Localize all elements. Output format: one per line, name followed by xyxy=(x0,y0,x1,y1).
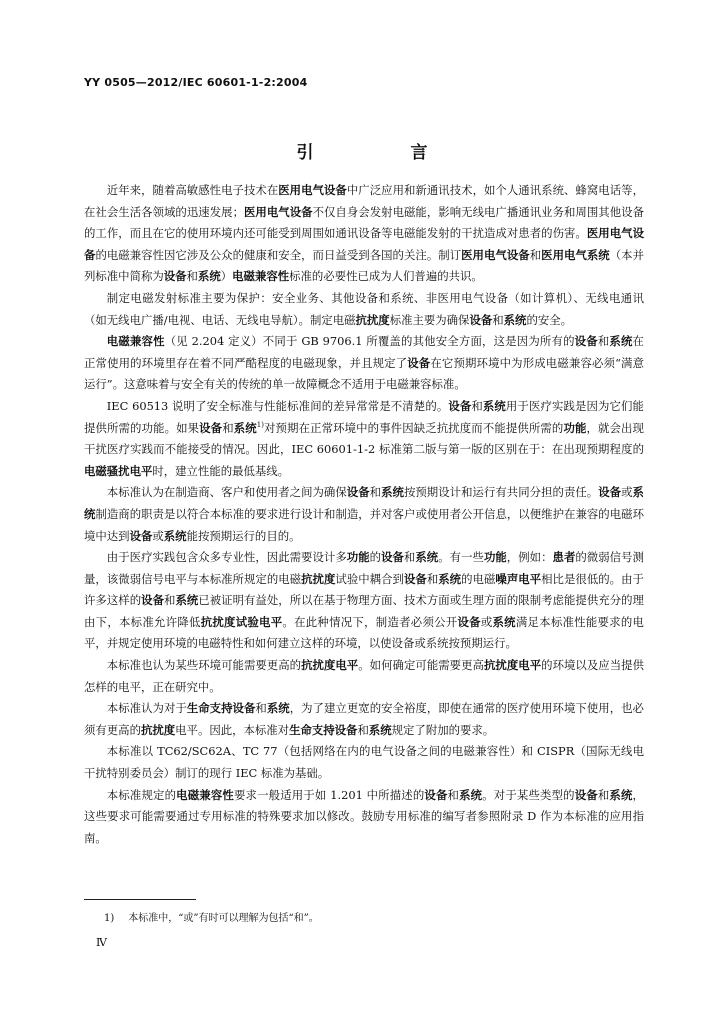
text-run: 在它预期环境中为形成电磁兼容必须“满意运行”。这意味着与安全有关的传统的单一故障概念不适用于电磁兼容标准。 xyxy=(84,355,644,392)
bold-term: 设备 xyxy=(403,571,427,586)
text-run: 本标准也认为某些环境可能需要更高的 xyxy=(106,658,302,673)
bold-term: 系统 xyxy=(482,398,506,413)
text-run: ，就会出现干扰医疗实践而不能接受的情况。因此，IEC 60601-1-2 标准第二版与第一版的区别在于：在出现预期程度的 xyxy=(84,420,644,457)
bold-term: 设备 xyxy=(574,334,598,349)
text-run: 和 xyxy=(186,269,198,284)
bold-term: 系统 xyxy=(368,722,392,737)
bold-term: 抗扰度 xyxy=(140,722,176,737)
text-run: 标准主要为确保 xyxy=(389,312,470,327)
bold-term: 系统 xyxy=(266,701,290,716)
bold-term: 电磁兼容性 xyxy=(176,787,234,802)
paragraph xyxy=(84,180,644,288)
text-run: 或 xyxy=(621,485,633,500)
text-run: 试验中耦合到 xyxy=(335,571,404,586)
text-run: 本标准认为对于 xyxy=(106,701,187,716)
text-run: 或 xyxy=(152,528,164,543)
text-run: 在正常使用的环境里存在着不同严酷程度的电磁现象，并且规定了 xyxy=(84,334,644,370)
text-run: 满足本标准性能要求的电平，并规定使用环境的电磁特性和如何建立这样的环境，以使设备或系统按预期运行。 xyxy=(84,614,644,651)
bold-term: 抗扰度 xyxy=(355,312,390,327)
text-run: 。在此种情况下，制造者必须公开 xyxy=(282,614,458,629)
bold-term: 抗扰度试验电平 xyxy=(200,614,283,629)
bold-term: 生命支持设备 xyxy=(186,701,256,716)
bold-term: 生命支持设备 xyxy=(289,722,358,737)
bold-term: 系统 xyxy=(609,787,633,802)
text-run: 制定电磁发射标准主要为保护：安全业务、其他设备和系统、非医用电气设备（如计算机）、无线电通讯（如无线电广播/电视、电话、无线电导航）。制定电磁 xyxy=(84,290,644,327)
text-run: ，例如： xyxy=(506,550,553,565)
bold-term: 医用电气设备 xyxy=(278,183,347,197)
text-run: 的微弱信号测量，该微弱信号电平与本标准所规定的电磁 xyxy=(84,550,644,586)
bold-term: 医用电气设备 xyxy=(84,226,644,262)
text-run: 和 xyxy=(426,571,439,586)
bold-term: 设备 xyxy=(469,312,493,327)
bold-term: 系统 xyxy=(459,787,483,802)
text-run: 制造商的职责是以符合本标准的要求进行设计和制造，并对客户或使用者公开信息，以便维护在兼容的电磁环境中达到 xyxy=(84,506,644,543)
text-run: 和 xyxy=(447,787,460,802)
text-run: 和 xyxy=(357,722,369,737)
bold-term: 设备 xyxy=(598,485,622,500)
text-run: 本标准规定的 xyxy=(106,787,177,802)
text-run: 的电磁兼容性因它涉及公众的健康和安全，而日益受到各国的关注。制订 xyxy=(95,247,462,262)
bold-term: 设备 xyxy=(163,269,187,284)
bold-term: 设备 xyxy=(424,787,448,802)
paragraph xyxy=(84,547,644,655)
text-run: 和 xyxy=(222,420,234,435)
text-run: IEC 60513 说明了安全标准与性能标准间的差异常常是不清楚的。 xyxy=(106,398,449,413)
text-run: 按预期设计和运行有共同分担的责任。 xyxy=(403,485,599,500)
bold-term: 系统 xyxy=(415,550,439,565)
bold-term: 电磁兼容性 xyxy=(232,269,290,284)
bold-term: 设备 xyxy=(574,787,598,802)
text-run: 对预期在正常环境中的事件因缺乏抗扰度而不能提供所需的 xyxy=(263,420,564,435)
bold-term: 设备 xyxy=(381,550,404,565)
text-run: 和 xyxy=(471,398,483,413)
text-run: 的安全。 xyxy=(526,312,573,327)
bold-term: 抗扰度电平 xyxy=(483,658,542,673)
text-run: 用于医疗实践是因为它们能提供所需的功能。如果 xyxy=(84,398,644,435)
bold-term: 抗扰度电平 xyxy=(301,658,359,673)
bold-term: 功能 xyxy=(483,550,507,565)
bold-term: 设备 xyxy=(129,528,153,543)
text-run: 和 xyxy=(492,312,504,327)
introduction-body xyxy=(84,180,644,849)
bold-term: 设备 xyxy=(407,355,431,370)
text-run: 要求一般适用于如 1.201 中所描述的 xyxy=(233,787,425,802)
bold-term: 系统 xyxy=(84,485,644,521)
page-title: 引 言 xyxy=(296,143,468,163)
text-run: 不仅自身会发射电磁能，影响无线电广播通讯业务和周围其他设备的工作，而且在它的使用环境内还可能受到周围如通讯设备等电磁能发射的干扰造成对患者的伤害。 xyxy=(84,204,644,241)
paragraph xyxy=(84,698,644,741)
text-run: 的电磁 xyxy=(461,571,496,586)
paragraph xyxy=(84,785,644,850)
bold-term: 系统 xyxy=(233,420,257,435)
text-run: 本标准认为在制造商、客户和使用者之间为确保 xyxy=(106,485,347,500)
text-run: 标准的必要性已成为人们普遍的共识。 xyxy=(289,269,483,284)
text-run: 已被证明有益处，所以在基于物理方面、技术方面或生理方面的限制考虑能提供充分的理由下，本标准允许降低 xyxy=(84,593,644,629)
text-run: ） xyxy=(220,269,233,284)
bold-term: 医用电气系统 xyxy=(541,247,610,262)
text-run: 和 xyxy=(403,550,416,565)
bold-term: 功能 xyxy=(346,550,370,565)
text-run: 规定了附加的要求。 xyxy=(391,722,495,737)
footnote-reference: 1) xyxy=(256,420,264,429)
bold-term: 设备 xyxy=(448,398,472,413)
bold-term: 设备 xyxy=(457,614,481,629)
text-run: 近年来，随着高敏感性电子技术在 xyxy=(106,183,279,197)
text-run: 和 xyxy=(597,787,610,802)
paragraph xyxy=(84,741,644,784)
text-run: 本标准以 TC62/SC62A、TC 77（包括网络在内的电气设备之间的电磁兼容性）和 CISPR（国际无线电干扰特别委员会）制订的现行 IEC 标准为基础。 xyxy=(84,744,644,781)
page-number: Ⅳ xyxy=(96,936,107,949)
bold-term: 噪声电平 xyxy=(495,571,542,586)
text-run: 电平。因此，本标准对 xyxy=(175,722,290,737)
text-run: 能按预期运行的目的。 xyxy=(186,528,301,543)
footnote-mark: 1) xyxy=(104,913,115,924)
text-run: （见 2.204 定义）不同于 GB 9706.1 所覆盖的其他安全方面，这是因为所有的 xyxy=(164,334,575,349)
text-run: 和 xyxy=(529,247,542,262)
bold-term: 医用电气设备 xyxy=(461,247,530,262)
footnote xyxy=(104,909,319,924)
bold-term: 抗扰度 xyxy=(301,571,336,586)
footnote-divider xyxy=(84,899,196,900)
paragraph xyxy=(84,396,644,482)
bold-term: 患者 xyxy=(552,550,576,565)
bold-term: 设备 xyxy=(346,485,370,500)
text-run: 。对于某些类型的 xyxy=(482,787,575,802)
text-run: 时，建立性能的最低基线。 xyxy=(152,463,290,478)
bold-term: 系统 xyxy=(197,269,221,284)
bold-term: 系统 xyxy=(492,614,516,629)
text-run: （本并列标准中简称为 xyxy=(84,247,644,284)
footnote-text: 本标准中，“或”有时可以理解为包括“和”。 xyxy=(128,913,319,924)
text-run: 和 xyxy=(164,593,176,608)
bold-term: 电磁骚扰电平 xyxy=(84,463,153,478)
text-run: 中广泛应用和新通讯技术，如个人通讯系统、蜂窝电话等，在社会生活各领域的迅速发展； xyxy=(84,183,644,219)
bold-term: 功能 xyxy=(563,420,587,435)
text-run: 相比是很低的。由于许多这样的 xyxy=(84,571,644,608)
bold-term: 医用电气设备 xyxy=(243,204,313,219)
bold-term: 电磁兼容性 xyxy=(106,334,165,349)
text-run: 和 xyxy=(369,485,382,500)
bold-term: 系统 xyxy=(175,593,199,608)
bold-term: 系统 xyxy=(503,312,527,327)
text-run: 的 xyxy=(369,550,382,565)
text-run: ，这些要求可能需要通过专用标准的特殊要求加以修改。鼓励专用标准的编写者参照附录 D 作为本标准的应用指南。 xyxy=(84,787,644,845)
standard-code-header: YY 0505—2012/IEC 60601-1-2:2004 xyxy=(84,76,308,89)
bold-term: 系统 xyxy=(438,571,462,586)
text-run: 由于医疗实践包含众多专业性，因此需要设计多 xyxy=(106,550,347,565)
bold-term: 系统 xyxy=(381,485,404,500)
text-run: 或 xyxy=(480,614,493,629)
bold-term: 系统 xyxy=(609,334,633,349)
text-run: ，为了建立更宽的安全裕度，即使在通常的医疗使用环境下使用，也必须有更高的 xyxy=(84,701,644,737)
paragraph xyxy=(84,288,644,331)
bold-term: 设备 xyxy=(141,593,164,608)
bold-term: 系统 xyxy=(163,528,187,543)
paragraph xyxy=(84,331,644,396)
paragraph xyxy=(84,655,644,698)
text-run: 的环境以及应当提供怎样的电平，正在研究中。 xyxy=(84,658,644,694)
text-run: 。有一些 xyxy=(438,550,484,565)
text-run: 和 xyxy=(255,701,267,716)
text-run: 。如何确定可能需要更高 xyxy=(358,658,484,673)
text-run: 和 xyxy=(597,334,610,349)
paragraph xyxy=(84,482,644,547)
bold-term: 设备 xyxy=(199,420,223,435)
